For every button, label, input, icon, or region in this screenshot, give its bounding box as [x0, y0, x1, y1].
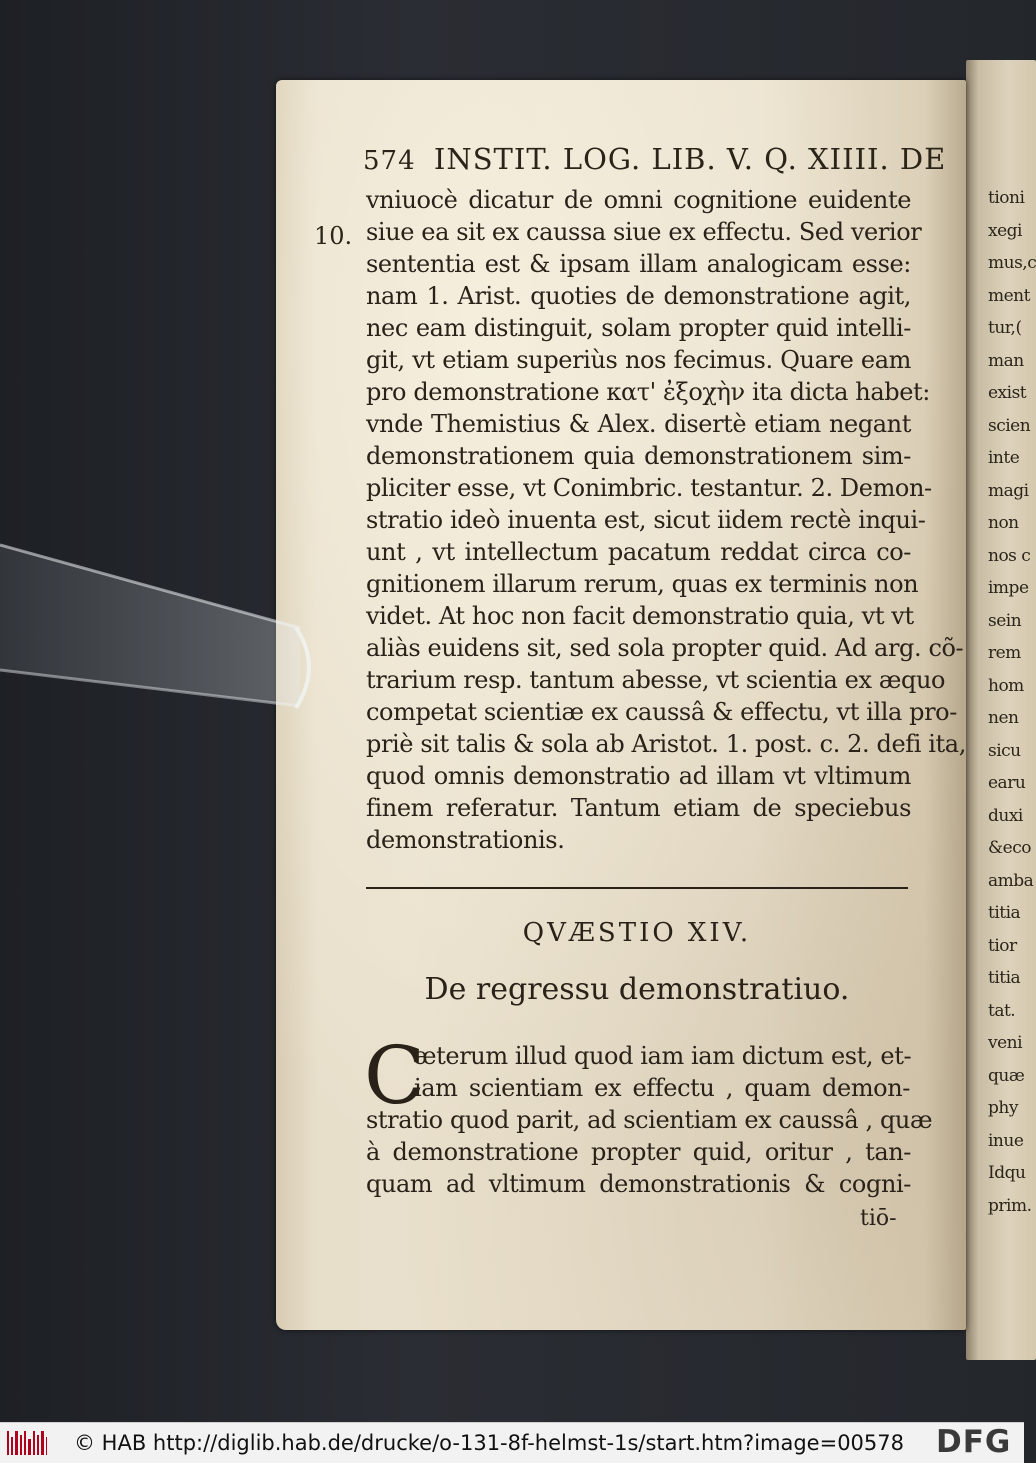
section-rule	[366, 887, 908, 889]
facing-page-fragment: sicu	[988, 740, 1021, 761]
barcode-icon	[6, 1429, 48, 1457]
text-line: æterum illud quod iam iam dictum est, et-	[414, 1042, 912, 1070]
facing-page-fragment: tioni	[988, 188, 1025, 208]
facing-page-fragment: tior	[988, 935, 1017, 956]
facing-page-fragment: Idqu	[988, 1163, 1026, 1183]
facing-page-fragment: tat.	[988, 1000, 1016, 1021]
facing-page-fragment: inue	[988, 1130, 1024, 1151]
facing-page-fragment: mus,c	[988, 253, 1036, 273]
facing-page-fragment: man	[988, 350, 1024, 371]
text-line: siue ea sit ex caussa siue ex effectu. Sed verior	[366, 218, 922, 246]
text-line: priè sit talis & sola ab Aristot. 1. post. c. 2. defi ita,	[366, 730, 966, 758]
text-line: finem referatur. Tantum etiam de speciebus	[366, 794, 911, 822]
question-subtitle: De regressu demonstratiuo.	[424, 972, 850, 1007]
facing-page-fragment: scien	[988, 415, 1031, 436]
text-line: pro demonstratione κατ' ἐξοχὴν ita dicta habet:	[366, 378, 930, 406]
margin-number: 10.	[314, 222, 353, 250]
facing-page-fragment: xegi	[988, 220, 1022, 241]
facing-page-fragment: titia	[988, 903, 1021, 923]
facing-page-edge	[966, 60, 1036, 1360]
facing-page-fragment: earu	[988, 773, 1026, 793]
facing-page-fragment: &eco	[988, 838, 1031, 858]
question-title: QVÆSTIO XIV.	[522, 918, 752, 948]
facing-page-fragment: duxi	[988, 805, 1023, 826]
text-line: à demonstratione propter quid, oritur , tan-	[366, 1138, 911, 1166]
facing-page-fragment: sein	[988, 610, 1022, 631]
running-head-title: INSTIT. LOG. LIB. V. Q. XIIII. DE	[433, 142, 947, 176]
copyright-link[interactable]: © HAB http://diglib.hab.de/drucke/o-131-8f-helmst-1s/start.htm?image=00578	[74, 1431, 905, 1455]
text-line: vniuocè dicatur de omni cognitione euidente	[366, 186, 911, 214]
drop-cap: C	[364, 1029, 426, 1122]
catchword: tiō-	[860, 1206, 897, 1231]
text-line: git, vt etiam superiùs nos fecimus. Quare eam	[366, 346, 911, 374]
facing-page-fragment: prim.	[988, 1195, 1032, 1216]
facing-page-fragment: tur,(	[988, 318, 1022, 338]
facing-page-fragment: phy	[988, 1098, 1018, 1118]
facing-page-fragment: veni	[988, 1033, 1023, 1053]
text-line: nec eam distinguit, solam propter quid intelli-	[366, 314, 911, 342]
footer-bar	[0, 1422, 1024, 1463]
facing-page-fragment: quæ	[988, 1065, 1025, 1086]
facing-page-fragment: non	[988, 513, 1019, 533]
facing-page-fragment: magi	[988, 480, 1029, 501]
text-line: videt. At hoc non facit demonstratio quia, vt vt	[366, 602, 914, 630]
text-line: stratio ideò inuenta est, sicut iidem rectè inqui-	[366, 506, 926, 534]
text-line: quam ad vltimum demonstrationis & cogni-	[366, 1170, 911, 1198]
facing-page-fragment: impe	[988, 578, 1029, 598]
text-line: demonstrationis.	[366, 826, 565, 854]
text-line: gnitionem illarum rerum, quas ex terminis non	[366, 570, 919, 598]
facing-page-fragment: amba	[988, 870, 1034, 891]
dfg-logo	[930, 1426, 1022, 1460]
facing-page-fragment: exist	[988, 383, 1027, 403]
dfg-logo-text: DFG	[936, 1424, 1012, 1460]
text-line: nam 1. Arist. quoties de demonstratione agit,	[366, 282, 911, 310]
text-line: pliciter esse, vt Conimbric. testantur. 2. Demon-	[366, 474, 932, 502]
text-line: stratio quod parit, ad scientiam ex caussâ , quæ	[366, 1106, 933, 1134]
facing-page-fragment: titia	[988, 968, 1021, 988]
text-line: trarium resp. tantum abesse, vt scientia ex æquo	[366, 666, 946, 694]
facing-page-fragment: inte	[988, 448, 1020, 468]
text-line: iam scientiam ex effectu , quam demon-	[414, 1074, 910, 1102]
facing-page-fragment: nos c	[988, 545, 1031, 566]
text-line: unt , vt intellectum pacatum reddat circa co-	[366, 538, 911, 566]
facing-page-fragment: hom	[988, 675, 1024, 696]
text-line: quod omnis demonstratio ad illam vt vltimum	[366, 762, 911, 790]
facing-page-fragment: nen	[988, 708, 1019, 728]
text-line: aliàs euidens sit, sed sola propter quid. Ad arg. cõ-	[366, 634, 964, 662]
facing-page-fragment: ment	[988, 285, 1030, 306]
running-head	[363, 142, 947, 182]
page-number: 574	[363, 146, 416, 176]
text-line: vnde Themistius & Alex. disertè etiam negant	[366, 410, 911, 438]
facing-page-fragment: rem	[988, 643, 1021, 663]
text-line: demonstrationem quia demonstrationem sim-	[366, 442, 911, 470]
text-line: sententia est & ipsam illam analogicam esse:	[366, 250, 911, 278]
text-line: competat scientiæ ex caussâ & effectu, vt illa pro-	[366, 698, 957, 726]
